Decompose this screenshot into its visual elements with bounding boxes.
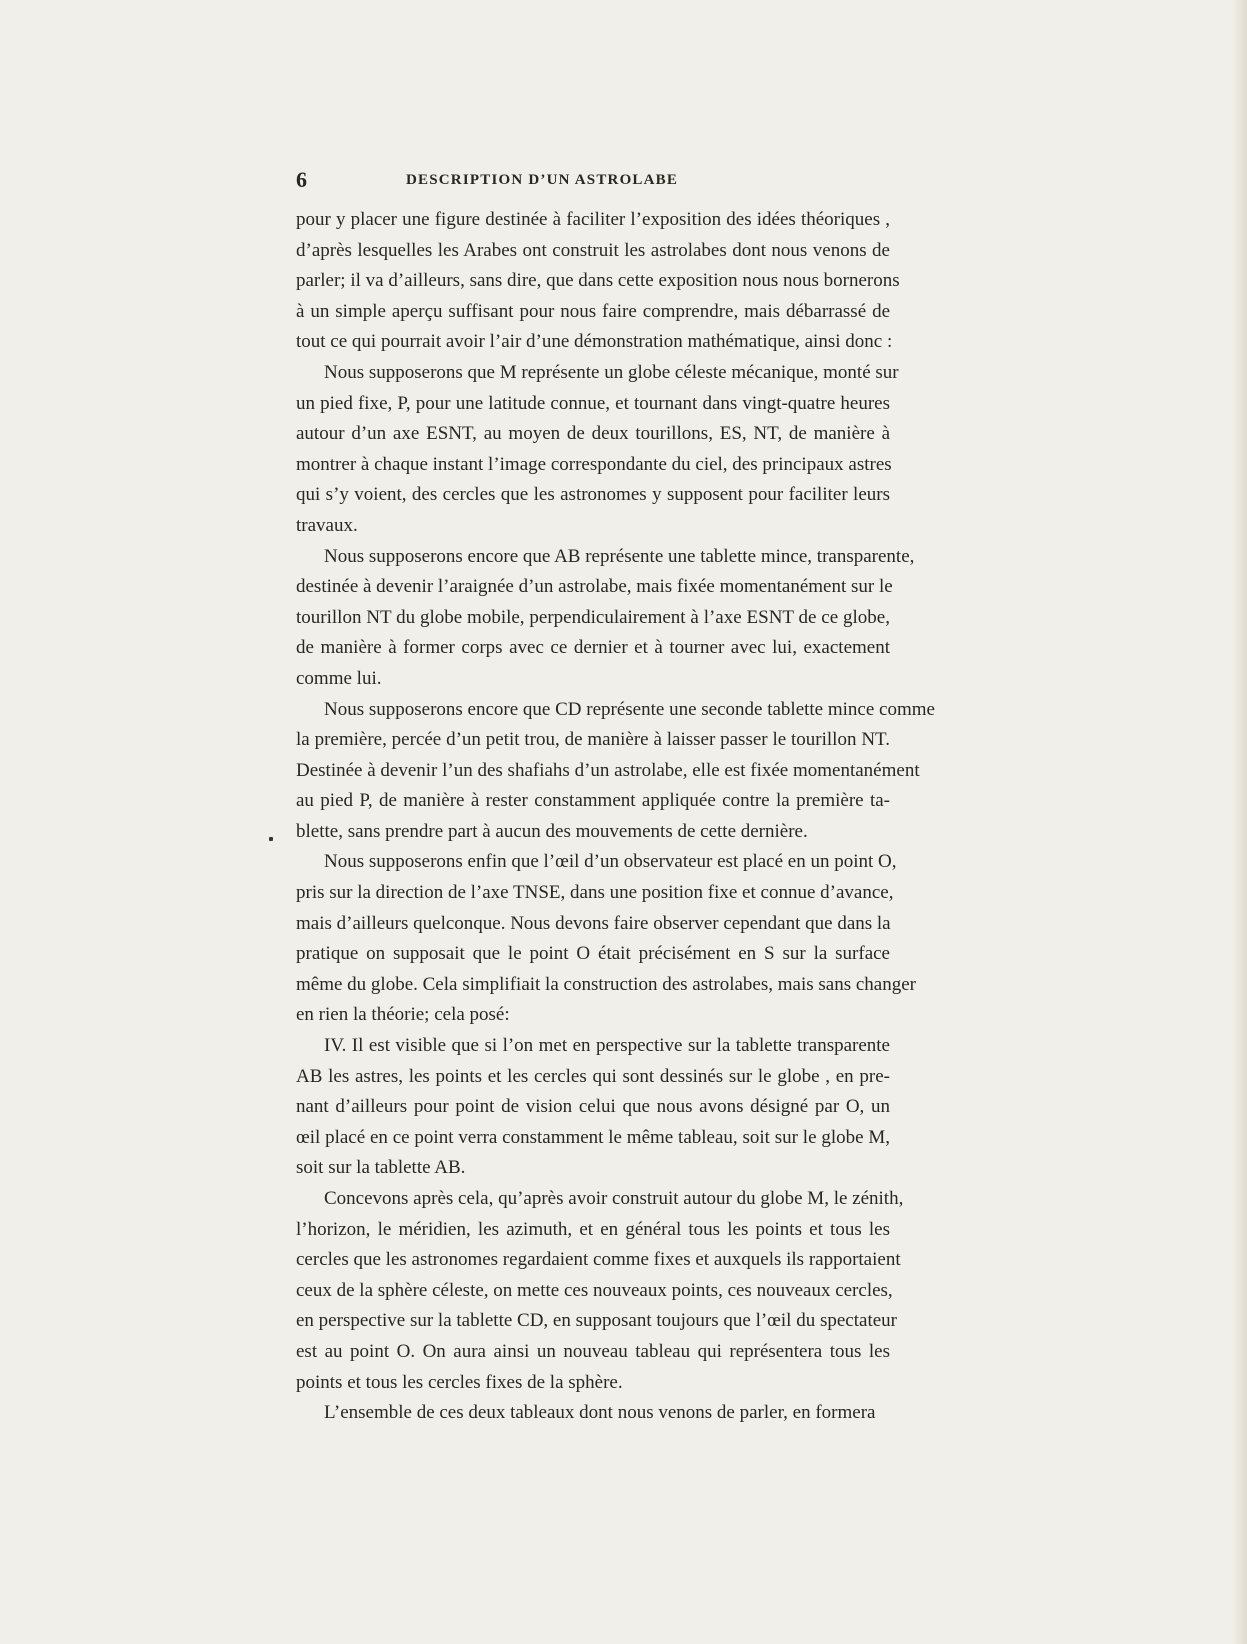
text-line: travaux. <box>296 514 358 536</box>
text-line: pratique on supposait que le point O était précisément en S sur la surface <box>296 943 890 965</box>
running-title: DESCRIPTION D’UN ASTROLABE <box>406 172 679 188</box>
text-line: Nous supposerons que M représente un globe céleste mécanique, monté sur <box>324 361 899 383</box>
text-line: destinée à devenir l’araignée d’un astrolabe, mais fixée momentanément sur le <box>296 576 893 598</box>
text-line: pris sur la direction de l’axe TNSE, dans une position fixe et connue d’avance, <box>296 882 894 904</box>
text-line: AB les astres, les points et les cercles qui sont dessinés sur le globe , en pre- <box>296 1065 890 1087</box>
text-line: Nous supposerons encore que AB représente une tablette mince, transparente, <box>324 545 915 567</box>
text-line: Nous supposerons enfin que l’œil d’un observateur est placé en un point O, <box>324 851 897 873</box>
text-line: blette, sans prendre part à aucun des mouvements de cette dernière. <box>296 820 808 842</box>
text-line: de manière à former corps avec ce dernier et à tourner avec lui, exactement <box>296 637 890 659</box>
text-line: tourillon NT du globe mobile, perpendiculairement à l’axe ESNT de ce globe, <box>296 606 890 628</box>
page-edge-shadow <box>1233 0 1247 1644</box>
text-line: à un simple aperçu suffisant pour nous faire comprendre, mais débarrassé de <box>296 300 890 322</box>
text-line: l’horizon, le méridien, les azimuth, et en général tous les points et tous les <box>296 1218 890 1240</box>
text-line: IV. Il est visible que si l’on met en perspective sur la tablette transparente <box>324 1035 890 1057</box>
text-line: d’après lesquelles les Arabes ont construit les astrolabes dont nous venons de <box>296 239 890 261</box>
text-line: Concevons après cela, qu’après avoir construit autour du globe M, le zénith, <box>324 1188 904 1209</box>
text-line: qui s’y voient, des cercles que les astronomes y supposent pour faciliter leurs <box>296 484 890 506</box>
text-line: nant d’ailleurs pour point de vision celui que nous avons désigné par O, un <box>296 1096 890 1118</box>
text-line: parler; il va d’ailleurs, sans dire, que dans cette exposition nous nous bornerons <box>296 270 900 292</box>
text-line: comme lui. <box>296 667 382 689</box>
text-line: ceux de la sphère céleste, on mette ces nouveaux points, ces nouveaux cercles, <box>296 1279 893 1301</box>
text-line: soit sur la tablette AB. <box>296 1157 466 1179</box>
text-line: Destinée à devenir l’un des shafiahs d’un astrolabe, elle est fixée momentanément <box>296 759 920 781</box>
text-line: L’ensemble de ces deux tableaux dont nous venons de parler, en formera <box>324 1402 876 1424</box>
body-text <box>296 205 935 1429</box>
text-line: même du globe. Cela simplifiait la construction des astrolabes, mais sans changer <box>296 973 916 995</box>
text-line: la première, percée d’un petit trou, de manière à laisser passer le tourillon NT. <box>296 729 890 751</box>
page-header <box>296 168 886 192</box>
page-number: 6 <box>296 167 307 192</box>
text-line: autour d’un axe ESNT, au moyen de deux tourillons, ES, NT, de manière à <box>296 423 890 445</box>
text-line: montrer à chaque instant l’image correspondante du ciel, des principaux astres <box>296 453 892 475</box>
text-line: pour y placer une figure destinée à faciliter l’exposition des idées théoriques , <box>296 209 890 230</box>
text-line: en rien la théorie; cela posé: <box>296 1004 510 1026</box>
text-line: un pied fixe, P, pour une latitude connue, et tournant dans vingt-quatre heures <box>296 392 890 414</box>
text-line: est au point O. On aura ainsi un nouveau tableau qui représentera tous les <box>296 1340 890 1362</box>
text-line: cercles que les astronomes regardaient comme fixes et auxquels ils rapportaient <box>296 1249 901 1271</box>
text-line: œil placé en ce point verra constamment le même tableau, soit sur le globe M, <box>296 1126 890 1148</box>
text-line: mais d’ailleurs quelconque. Nous devons faire observer cependant que dans la <box>296 912 891 934</box>
text-line: au pied P, de manière à rester constamment appliquée contre la première ta- <box>296 790 890 812</box>
text-line: en perspective sur la tablette CD, en supposant toujours que l’œil du spectateur <box>296 1310 897 1332</box>
text-line: tout ce qui pourrait avoir l’air d’une démonstration mathématique, ainsi donc : <box>296 331 893 353</box>
text-line: points et tous les cercles fixes de la sphère. <box>296 1371 623 1393</box>
text-line: Nous supposerons encore que CD représente une seconde tablette mince comme <box>324 698 935 720</box>
margin-mark <box>269 837 273 841</box>
